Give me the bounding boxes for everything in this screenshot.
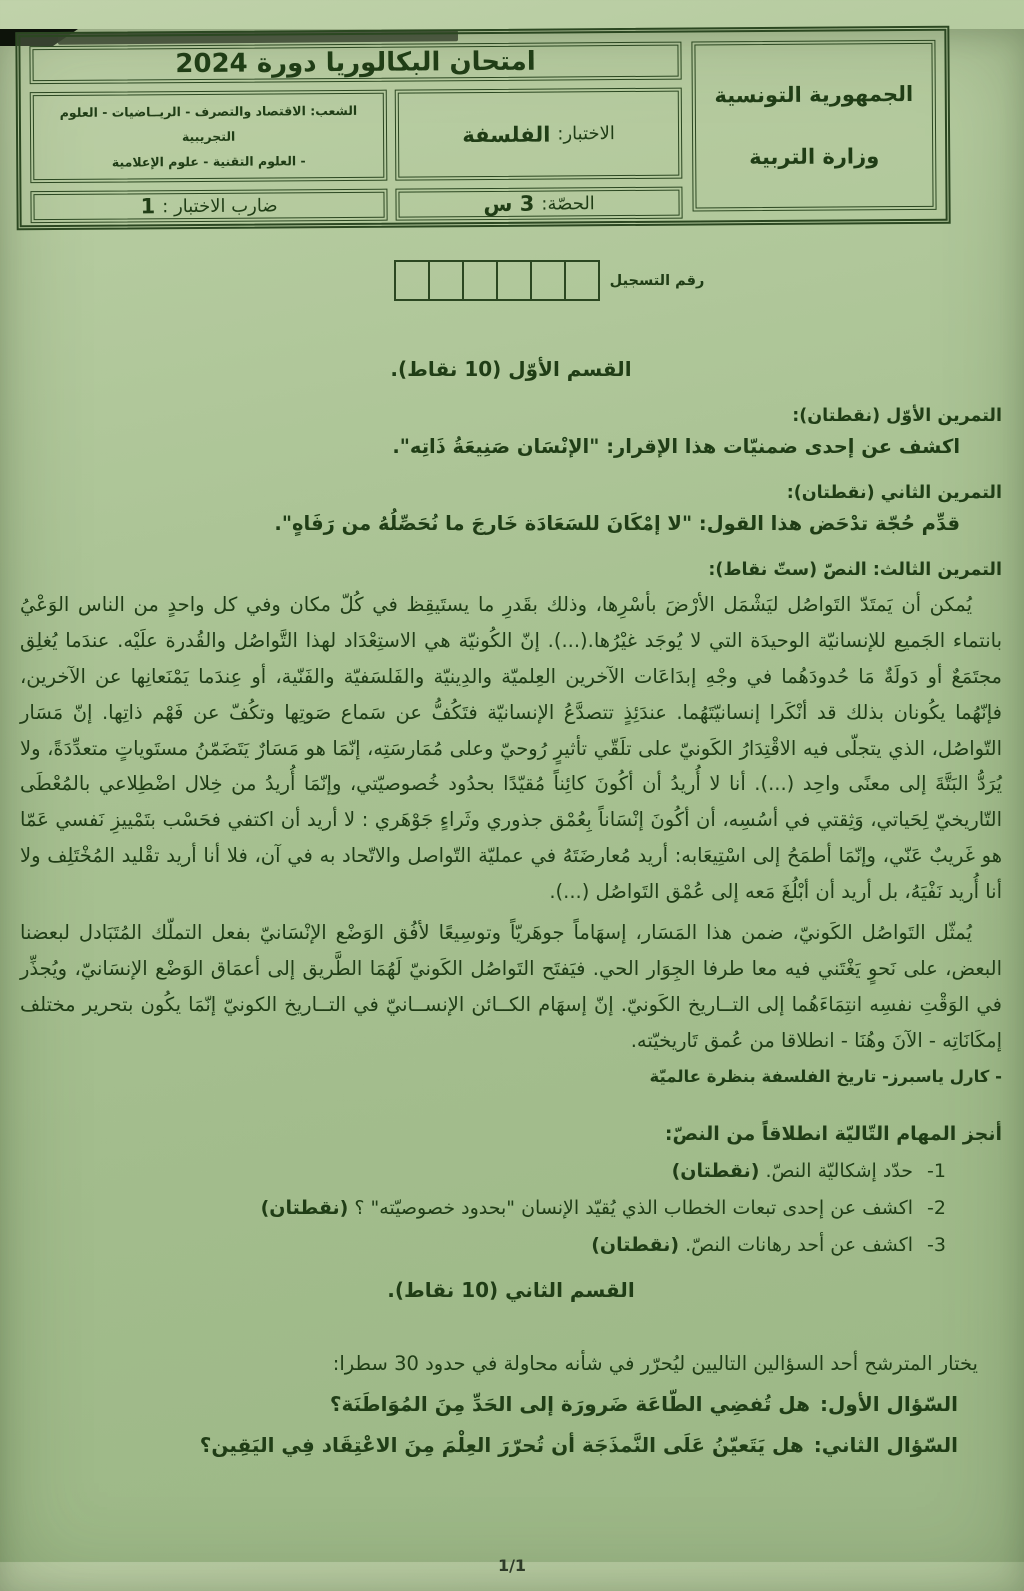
task-number: 1- (927, 1160, 946, 1183)
task-list (20, 1160, 1002, 1256)
task-text: اكشف عن أحد رهانات النصّ. (685, 1234, 914, 1257)
essay-question-2 (20, 1433, 1002, 1457)
exercise1-body: اكشف عن إحدى ضمنيّات هذا الإقرار: "الإنْسَان صَنِيعَةُ ذَاتِه". (392, 435, 960, 458)
task-text: حدّد إشكاليّة النصّ. (765, 1160, 914, 1183)
header-row-subject (30, 88, 683, 184)
registration-boxes (394, 260, 600, 301)
registration-digit-box (496, 260, 532, 301)
page-number: 1/1 (497, 1556, 527, 1575)
question2-label: السّؤال الثاني: (813, 1433, 958, 1458)
task-points: (نقطتان) (591, 1234, 680, 1257)
streams-line1: الشعب: الاقتصاد والتصرف - الريــاضيات - العلوم التجريبية (59, 102, 358, 145)
task-text: اكشف عن إحدى تبعات الخطاب الذي يُقيّد الإنسان "بحدود خصوصيّته" ؟ (354, 1197, 914, 1220)
ministry-box (691, 40, 936, 212)
registration-label: رقم التسجيل (609, 272, 705, 289)
header-row-duration (30, 187, 682, 224)
streams-line2: - العلوم التقنية - علوم الإعلامية (111, 153, 306, 170)
section1-title: القسم الأوّل (10 نقاط). (390, 357, 632, 381)
essay-question-1 (20, 1392, 1002, 1416)
text-paragraph-1: يُمكن أن يَمتَدّ التَواصُل ليَشْمَل الأرْضَ بأسْرِها، وذلك بقَدرِ ما يستَيقِظ في كُلّ مكان وفي كل واحدٍ من الناس الوَعْيُ بانتماء الجَميع للإنسانيّة الوحيدَة التي لا يُوجَد غيْرُها.(...). إنّ الكُونيّة هي الاستِعْدَاد لهذا التَّواصُل والقُدرة علَيْه. عندَما يُغلِق مجتَمَعٌ أو دَولَةٌ مَا حُدودَهُما في وجْهِ إبدَاعَات الآخرين العِلميّة والدِينيّة والفَلسَفيّة والفَنّية، أو عِندَما يَمْنَعانِها عن الآخرين، فإنّهُما يكُونان بذلك قد أنْكَرا إنسانيّتَهُما. عندَئِذٍ تتصدَّعُ الإنسانيّة فتَكُفُّ عن سَماع صَوتِها وتكُفّ عن فَهْم ذاتِها. إنّ مَسَار التّواصُل، الذي يتجلّى فيه الاقْتِدَارُ الكَونيّ على تلَقّي تأثيرٍ رُوحيّ وعلى مُمَارسَتِه، إنّمَا هو مَسَارٌ يَتَضَمّنُ مستَوياتٍ متعدِّدَةً، ولا يُرَدُّ البَتَّةَ إلى معنًى واحِد (...). أنا لا أُريدُ أن أكُونَ كائِناً مُقيّدًا بحدُود خُصوصيّتي، وإنّمَا أُريدُ من خِلال اضْطِلاعي بالمُعْطَى التّاريخيّ لِحَياتي، وَثِقتي في أسُسِه، أن أكُونَ إنْسَاناً بِعُمْق جذوري وثَراءٍ جَوْهَري : لا أريد أن اكتفي فحَسْب بتَمْييزِ نَفسي عَمّا هو غَريبٌ عَنّي، وإنّمَا أطمَحُ إلى اسْتِيعَابه: أريد مُعارضَتَهُ في عمليّة التّواصل والاتّحاد به في آن، فلا أنا أريد تقْليد المُخْتَلِف ولا أنا أُريد نَفْيَهُ، بل أريد أن أبْلُغَ مَعه إلى عُمْق التَواصُل (...). (20, 593, 1002, 903)
registration-digit-box (394, 260, 430, 301)
coefficient-cell (30, 189, 387, 223)
question2-text: هل يَتَعيّنُ عَلَى النَّمذَجَة أن تُحرّرَ العِلْمَ مِنَ الاعْتِقَاد فِي اليَقِين؟ (199, 1433, 804, 1458)
text-paragraph-2: يُمثّل التَواصُل الكَونيّ، ضمن هذا المَسَار، إسهَاماً جوهَريّاً وتوسِيعًا لأفُق الوَضْع الإنْسَانيّ بفعل التملّك المُتَبَادل لبعضنا البعض، على نَحوٍ يَغْتَني فيه معا طرفا الجِوَار الحي. فيَفتَح التَواصُل الكَونيّ لَهُمَا الطَّريق إلى أعمَاق الوَضْع الإنسَانيّ، ويُجذِّر في الوَقْتِ نفسِه انتِمَاءَهُما إلى التــاريخ الكَونيّ. إنّ إسهَام الكــائن الإنســانيّ في التــاريخ الكونيّ إنّمَا يكُون بتحرير مختلف إمكَانَاتِه - الآنَ وهُنَا - انطلاقا من عُمق تَاريخيّته. (20, 920, 1002, 1052)
ministry-title: وزارة التربية (749, 144, 880, 170)
exercise2-body: قدِّم حُجّة تدْحَض هذا القول: "لا إمْكَانَ للسَعَادَة خَارجَ ما نُحَصِّلُهُ من رَفَاهٍ". (274, 512, 960, 535)
task-number: 2- (927, 1197, 946, 1220)
exam-session-title: امتحان البكالوريا دورة 2024 (29, 42, 681, 85)
registration-digit-box (564, 260, 600, 301)
task-points: (نقطتان) (260, 1197, 349, 1220)
task-item (20, 1160, 946, 1182)
registration-digit-box (462, 260, 498, 301)
task-item (20, 1234, 946, 1256)
registration-digit-box (530, 260, 566, 301)
duration-value: 3 س (483, 191, 535, 216)
header-left-block (29, 42, 682, 217)
question1-text: هل تُفضِي الطّاعَة ضَرورَة إلى الحَدِّ مِنَ المُوَاطَنَة؟ (329, 1392, 811, 1417)
duration-label: الحصّة: (541, 192, 595, 215)
task-item (20, 1197, 946, 1219)
streams-cell (30, 90, 388, 183)
exercise2-heading: التمرين الثاني (نقطتان): (786, 483, 1002, 503)
section2-title: القسم الثاني (10 نقاط). (387, 1278, 635, 1303)
tasks-heading: أنجز المهام التّاليّة انطلاقاً من النصّ: (664, 1123, 1002, 1146)
exam-header-table (15, 26, 950, 231)
coefficient-label: ضارب الاختبار : (162, 194, 278, 217)
coefficient-value: 1 (140, 194, 156, 219)
registration-digit-box (428, 260, 464, 301)
task-number: 3- (927, 1234, 946, 1257)
exam-body (0, 357, 1024, 1457)
text-attribution: - كارل ياسبرز- تاريخ الفلسفة بنظرة عالميّة (649, 1067, 1002, 1087)
subject-cell (395, 88, 683, 181)
republic-title: الجمهورية التونسية (714, 81, 914, 108)
exercise3-heading: التمرين الثالث: النصّ (ستّ نقاط): (708, 560, 1002, 580)
subject-label: الاختبار: (557, 123, 615, 145)
registration-row (37, 260, 1024, 301)
duration-cell (396, 187, 683, 221)
question1-label: السّؤال الأول: (820, 1392, 958, 1417)
task-points: (نقطتان) (671, 1160, 760, 1183)
subject-value: الفلسفة (462, 122, 551, 147)
section2-instruction: يختار المترشح أحد السؤالين التاليين ليُحرّر في شأنه محاولة في حدود 30 سطرا: (332, 1352, 978, 1376)
exercise1-heading: التمرين الأوّل (نقطتان): (792, 406, 1002, 426)
